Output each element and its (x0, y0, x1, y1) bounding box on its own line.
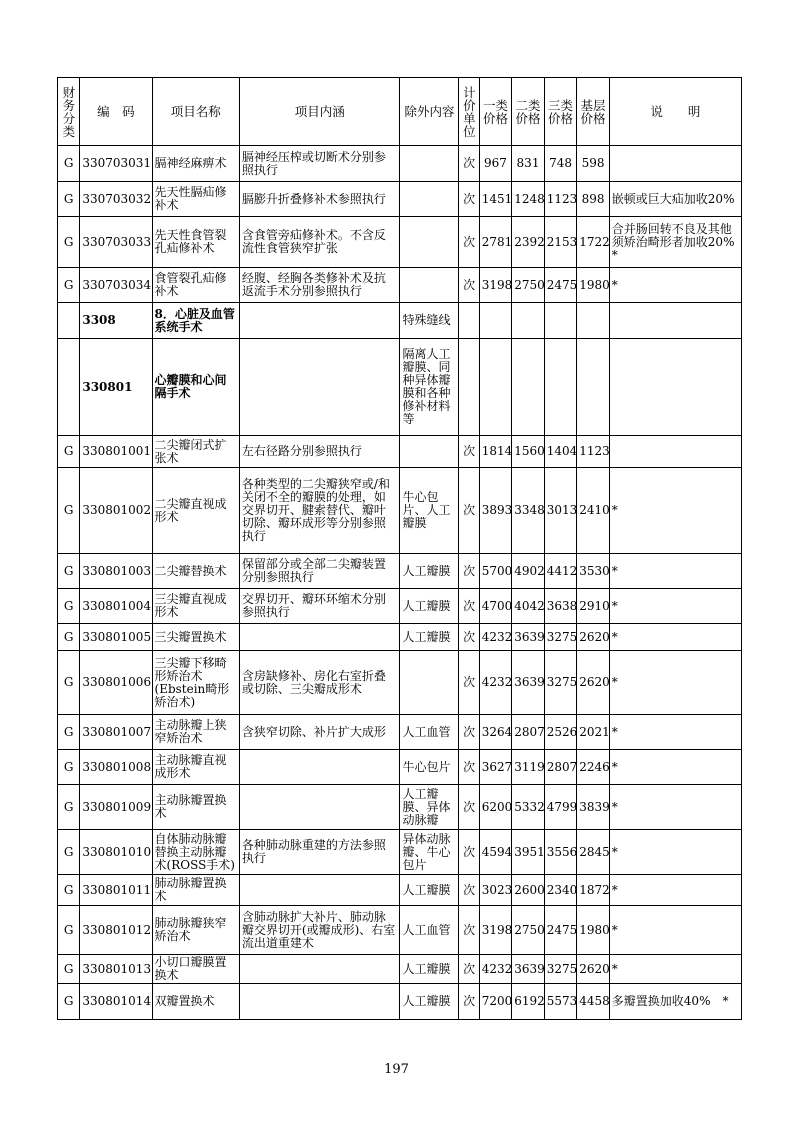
row-price-base: 2620 (577, 955, 610, 984)
row-note: * (609, 651, 741, 715)
row-price1 (479, 339, 512, 436)
row-price2: 3951 (512, 830, 545, 875)
row-price2: 831 (512, 146, 545, 182)
row-exclusion: 特殊缝线 (400, 303, 459, 339)
row-price3: 3275 (544, 955, 577, 984)
table-row (58, 750, 742, 785)
row-unit: 次 (459, 715, 479, 750)
row-unit: 次 (459, 830, 479, 875)
row-unit: 次 (459, 554, 479, 589)
row-price-base: 2910 (577, 589, 610, 624)
header-row (58, 78, 742, 146)
row-content (239, 785, 400, 830)
row-unit: 次 (459, 268, 479, 303)
row-unit: 次 (459, 589, 479, 624)
row-exclusion (400, 436, 459, 468)
row-price1: 4594 (479, 830, 512, 875)
row-price2: 1560 (512, 436, 545, 468)
row-note: * (609, 830, 741, 875)
row-note: * (609, 955, 741, 984)
row-exclusion (400, 217, 459, 268)
row-category: G (58, 146, 80, 182)
row-name: 三尖瓣置换术 (152, 624, 239, 651)
row-price2: 4042 (512, 589, 545, 624)
row-price3: 1123 (544, 182, 577, 217)
row-price3: 2807 (544, 750, 577, 785)
header-content: 项目内涵 (239, 78, 400, 146)
row-unit: 次 (459, 984, 479, 1020)
row-category: G (58, 624, 80, 651)
row-name: 食管裂孔疝修补术 (152, 268, 239, 303)
row-note: * (609, 875, 741, 906)
row-name: 二尖瓣替换术 (152, 554, 239, 589)
row-price-base (577, 339, 610, 436)
header-price-base: 基层价格 (577, 78, 610, 146)
row-name: 主动脉瓣直视成形术 (152, 750, 239, 785)
row-price1: 5700 (479, 554, 512, 589)
row-note: * (609, 624, 741, 651)
row-content (239, 984, 400, 1020)
row-price3: 5573 (544, 984, 577, 1020)
row-exclusion (400, 268, 459, 303)
row-note: * (609, 589, 741, 624)
row-name: 主动脉瓣置换术 (152, 785, 239, 830)
row-price1: 3023 (479, 875, 512, 906)
row-code: 330801002 (80, 468, 152, 554)
row-price3: 4412 (544, 554, 577, 589)
header-name: 项目名称 (152, 78, 239, 146)
row-content: 膈膨升折叠修补术参照执行 (239, 182, 400, 217)
table-row (58, 875, 742, 906)
header-price2: 二类价格 (512, 78, 545, 146)
table-row (58, 268, 742, 303)
row-note: * (609, 715, 741, 750)
row-price3: 3638 (544, 589, 577, 624)
row-price-base: 2410 (577, 468, 610, 554)
row-price1: 3893 (479, 468, 512, 554)
row-code: 330801012 (80, 906, 152, 955)
row-price3: 2153 (544, 217, 577, 268)
table-row (58, 624, 742, 651)
row-name: 二尖瓣闭式扩张术 (152, 436, 239, 468)
row-price2: 3119 (512, 750, 545, 785)
table-row (58, 830, 742, 875)
row-content: 保留部分或全部二尖瓣装置分别参照执行 (239, 554, 400, 589)
row-price3: 3013 (544, 468, 577, 554)
row-price1: 4700 (479, 589, 512, 624)
row-code: 330801007 (80, 715, 152, 750)
row-name: 三尖瓣下移畸形矫治术(Ebstein畸形矫治术) (152, 651, 239, 715)
row-price-base: 2620 (577, 624, 610, 651)
row-category: G (58, 554, 80, 589)
row-price-base (577, 303, 610, 339)
row-price1: 3627 (479, 750, 512, 785)
row-code: 330801004 (80, 589, 152, 624)
table-row (58, 589, 742, 624)
row-category: G (58, 715, 80, 750)
row-name: 先天性食管裂孔疝修补术 (152, 217, 239, 268)
row-category: G (58, 182, 80, 217)
row-unit: 次 (459, 955, 479, 984)
row-note (609, 303, 741, 339)
row-code: 330801008 (80, 750, 152, 785)
row-content (239, 875, 400, 906)
row-code: 330801011 (80, 875, 152, 906)
row-exclusion (400, 182, 459, 217)
price-table (57, 77, 771, 1020)
row-content (239, 339, 400, 436)
row-category: G (58, 955, 80, 984)
row-price3: 748 (544, 146, 577, 182)
row-content: 各种肺动脉重建的方法参照执行 (239, 830, 400, 875)
row-price2: 2600 (512, 875, 545, 906)
row-note: * (609, 906, 741, 955)
row-category: G (58, 651, 80, 715)
row-price-base: 3839 (577, 785, 610, 830)
row-price2: 1248 (512, 182, 545, 217)
row-price-base: 898 (577, 182, 610, 217)
row-category: G (58, 589, 80, 624)
row-exclusion: 人工瓣膜 (400, 875, 459, 906)
row-price3: 1404 (544, 436, 577, 468)
row-note (609, 339, 741, 436)
row-price2: 2750 (512, 268, 545, 303)
row-price1: 2781 (479, 217, 512, 268)
row-code: 330801003 (80, 554, 152, 589)
row-name: 肺动脉瓣狭窄矫治术 (152, 906, 239, 955)
table-row (58, 785, 742, 830)
row-price-base: 3530 (577, 554, 610, 589)
row-price2: 3639 (512, 651, 545, 715)
row-category: G (58, 468, 80, 554)
row-code: 330801006 (80, 651, 152, 715)
row-price1: 3198 (479, 906, 512, 955)
row-category: G (58, 750, 80, 785)
row-price2: 5332 (512, 785, 545, 830)
row-price-base: 1980 (577, 906, 610, 955)
row-unit: 次 (459, 875, 479, 906)
row-exclusion (400, 651, 459, 715)
header-code: 编 码 (80, 78, 152, 146)
row-exclusion: 隔离人工瓣膜、同种异体瓣膜和各种修补材料等 (400, 339, 459, 436)
row-exclusion: 异体动脉瓣、牛心包片 (400, 830, 459, 875)
row-unit: 次 (459, 624, 479, 651)
row-price1 (479, 303, 512, 339)
row-price1: 4232 (479, 624, 512, 651)
row-price2: 3639 (512, 955, 545, 984)
row-code: 330703032 (80, 182, 152, 217)
row-content (239, 303, 400, 339)
row-price2: 4902 (512, 554, 545, 589)
row-note: * (609, 554, 741, 589)
row-category: G (58, 436, 80, 468)
row-unit: 次 (459, 146, 479, 182)
row-unit (459, 303, 479, 339)
row-name: 三尖瓣直视成形术 (152, 589, 239, 624)
row-price2: 3348 (512, 468, 545, 554)
table-row (58, 436, 742, 468)
table-row (58, 715, 742, 750)
row-category (58, 303, 80, 339)
header-unit: 计价单位 (459, 78, 479, 146)
row-code: 330801009 (80, 785, 152, 830)
row-note: 嵌顿或巨大疝加收20% (609, 182, 741, 217)
row-note: * (609, 785, 741, 830)
row-price3: 2340 (544, 875, 577, 906)
row-name: 先天性膈疝修补术 (152, 182, 239, 217)
row-unit: 次 (459, 182, 479, 217)
row-code: 330801005 (80, 624, 152, 651)
row-exclusion: 人工瓣膜 (400, 589, 459, 624)
row-note: 合并肠回转不良及其他须矫治畸形者加收20% * (609, 217, 741, 268)
row-price2 (512, 303, 545, 339)
row-price1: 3198 (479, 268, 512, 303)
row-code: 330801 (80, 339, 152, 436)
row-name: 肺动脉瓣置换术 (152, 875, 239, 906)
row-price3: 2475 (544, 906, 577, 955)
row-price2: 2807 (512, 715, 545, 750)
table-row (58, 468, 742, 554)
row-price1: 967 (479, 146, 512, 182)
table-row (58, 955, 742, 984)
row-name: 膈神经麻痹术 (152, 146, 239, 182)
row-name: 心瓣膜和心间隔手术 (152, 339, 239, 436)
row-exclusion: 人工血管 (400, 906, 459, 955)
row-code: 330801010 (80, 830, 152, 875)
row-unit: 次 (459, 906, 479, 955)
row-note: 多瓣置换加收40% * (609, 984, 741, 1020)
section-row (58, 339, 742, 436)
row-unit: 次 (459, 651, 479, 715)
row-code: 330801014 (80, 984, 152, 1020)
row-price2: 3639 (512, 624, 545, 651)
row-exclusion: 人工瓣膜 (400, 984, 459, 1020)
row-category: G (58, 875, 80, 906)
row-exclusion: 人工瓣膜 (400, 624, 459, 651)
row-price3: 3556 (544, 830, 577, 875)
table-row (58, 146, 742, 182)
row-price3: 3275 (544, 624, 577, 651)
table-row (58, 906, 742, 955)
row-price-base: 2021 (577, 715, 610, 750)
table-row (58, 554, 742, 589)
section-row (58, 303, 742, 339)
row-unit: 次 (459, 785, 479, 830)
row-exclusion: 人工瓣膜、异体动脉瓣 (400, 785, 459, 830)
row-price3: 4799 (544, 785, 577, 830)
row-exclusion: 人工瓣膜 (400, 554, 459, 589)
table-row (58, 651, 742, 715)
row-name: 二尖瓣直视成形术 (152, 468, 239, 554)
header-price1: 一类价格 (479, 78, 512, 146)
row-code: 330801013 (80, 955, 152, 984)
row-note: * (609, 268, 741, 303)
row-code: 3308 (80, 303, 152, 339)
row-price2: 2392 (512, 217, 545, 268)
row-category: G (58, 268, 80, 303)
header-category: 财务分类 (58, 78, 80, 146)
row-name: 小切口瓣膜置换术 (152, 955, 239, 984)
row-price3 (544, 339, 577, 436)
row-price1: 4232 (479, 651, 512, 715)
row-price1: 6200 (479, 785, 512, 830)
row-price-base: 1980 (577, 268, 610, 303)
row-name: 自体肺动脉瓣替换主动脉瓣术(ROSS手术) (152, 830, 239, 875)
row-note (609, 436, 741, 468)
row-content: 左右径路分别参照执行 (239, 436, 400, 468)
row-price2: 2750 (512, 906, 545, 955)
table-row (58, 984, 742, 1020)
row-exclusion: 牛心包片、人工瓣膜 (400, 468, 459, 554)
row-unit: 次 (459, 468, 479, 554)
row-content: 含房缺修补、房化右室折叠或切除、三尖瓣成形术 (239, 651, 400, 715)
row-name: 双瓣置换术 (152, 984, 239, 1020)
row-content (239, 750, 400, 785)
row-note (609, 146, 741, 182)
row-price1: 3264 (479, 715, 512, 750)
table-body (58, 146, 771, 1020)
row-content: 含食管旁疝修补术。不含反流性食管狭窄扩张 (239, 217, 400, 268)
row-price1: 4232 (479, 955, 512, 984)
row-category: G (58, 830, 80, 875)
row-price-base: 598 (577, 146, 610, 182)
table-row (58, 182, 742, 217)
row-price-base: 1123 (577, 436, 610, 468)
row-price3 (544, 303, 577, 339)
row-content (239, 955, 400, 984)
row-unit (459, 339, 479, 436)
row-price3: 2475 (544, 268, 577, 303)
row-category: G (58, 906, 80, 955)
row-code: 330801001 (80, 436, 152, 468)
row-code: 330703033 (80, 217, 152, 268)
row-price3: 2526 (544, 715, 577, 750)
row-category: G (58, 217, 80, 268)
row-category (58, 339, 80, 436)
header-price3: 三类价格 (544, 78, 577, 146)
page-number: 197 (384, 1062, 409, 1077)
row-content: 各种类型的二尖瓣狭窄或/和关闭不全的瓣膜的处理，如交界切开、腱索替代、瓣叶切除、瓣环成形等分别参照执行 (239, 468, 400, 554)
row-exclusion (400, 146, 459, 182)
row-content: 含肺动脉扩大补片、肺动脉瓣交界切开(或瓣成形)、右室流出道重建术 (239, 906, 400, 955)
row-note: * (609, 750, 741, 785)
row-name: 8．心脏及血管系统手术 (152, 303, 239, 339)
row-price2 (512, 339, 545, 436)
row-price-base: 1872 (577, 875, 610, 906)
row-name: 主动脉瓣上狭窄矫治术 (152, 715, 239, 750)
row-price-base: 2845 (577, 830, 610, 875)
row-category: G (58, 785, 80, 830)
row-price2: 6192 (512, 984, 545, 1020)
row-price-base: 1722 (577, 217, 610, 268)
row-price1: 7200 (479, 984, 512, 1020)
row-price3: 3275 (544, 651, 577, 715)
row-exclusion: 人工瓣膜 (400, 955, 459, 984)
row-category: G (58, 984, 80, 1020)
header-note: 说 明 (609, 78, 741, 146)
row-unit: 次 (459, 750, 479, 785)
row-price-base: 2620 (577, 651, 610, 715)
table-row (58, 217, 742, 268)
row-content: 经腹、经胸各类修补术及抗返流手术分别参照执行 (239, 268, 400, 303)
row-price-base: 2246 (577, 750, 610, 785)
row-content (239, 624, 400, 651)
row-unit: 次 (459, 217, 479, 268)
row-code: 330703031 (80, 146, 152, 182)
row-price1: 1451 (479, 182, 512, 217)
row-content: 交界切开、瓣环环缩术分别参照执行 (239, 589, 400, 624)
row-exclusion: 人工血管 (400, 715, 459, 750)
row-exclusion: 牛心包片 (400, 750, 459, 785)
row-content: 含狭窄切除、补片扩大成形 (239, 715, 400, 750)
header-exclusion: 除外内容 (400, 78, 459, 146)
row-note: * (609, 468, 741, 554)
row-content: 膈神经压榨或切断术分别参照执行 (239, 146, 400, 182)
row-code: 330703034 (80, 268, 152, 303)
row-price1: 1814 (479, 436, 512, 468)
row-price-base: 4458 (577, 984, 610, 1020)
row-unit: 次 (459, 436, 479, 468)
